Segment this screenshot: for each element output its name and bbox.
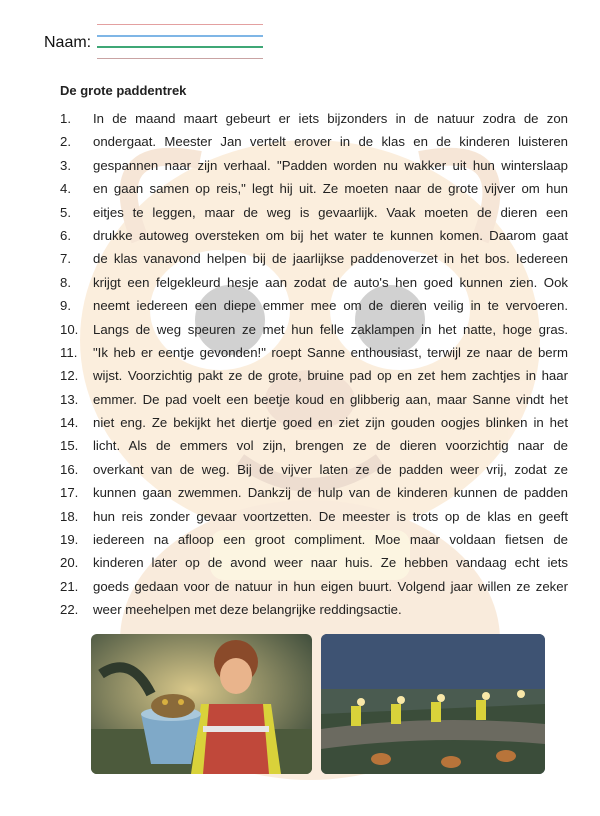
writing-line-blue [97, 35, 263, 37]
story-line [60, 275, 568, 298]
line-number: 16. [60, 461, 79, 477]
line-text: emmer. De pad voelt een beetje koud en glibberig aan, maar Sanne vindt het [93, 391, 568, 407]
story-line [60, 205, 568, 228]
line-text: de klas vanavond helpen bij de jaarlijkse paddenoverzet in het bos. Iedereen [93, 251, 568, 267]
line-text: weer meehelpen met deze belangrijke reddingsactie. [93, 602, 402, 618]
line-number: 21. [60, 578, 79, 594]
line-text: hun reis zonder gevaar voortzetten. De meester is trots op de klas en geeft [93, 508, 568, 524]
writing-line-bottom [97, 58, 263, 59]
story-line [60, 158, 568, 181]
illustration-night-toad-crossing-art [321, 634, 545, 774]
line-text: kunnen gaan zwemmen. Dankzij de hulp van de kinderen kunnen de padden [93, 485, 568, 501]
line-number: 22. [60, 602, 79, 618]
story-text [60, 111, 568, 626]
story-line [60, 462, 568, 485]
story-line [60, 579, 568, 602]
story-line [60, 555, 568, 578]
writing-line-top [97, 24, 263, 25]
story-line [60, 602, 568, 625]
name-writing-lines[interactable] [97, 18, 263, 62]
line-number: 5. [60, 204, 71, 220]
line-text: krijgt een felgekleurd hesje aan zodat de auto's hen goed kunnen zien. Ook [93, 274, 568, 290]
line-text: eitjes te leggen, maar de weg is gevaarlijk. Vaak moeten de dieren een [93, 204, 568, 220]
line-text: wijst. Voorzichtig pakt ze de grote, bruine pad op en zet hem zachtjes in haar [93, 368, 568, 384]
line-number: 15. [60, 438, 79, 454]
line-number: 10. [60, 321, 79, 337]
line-number: 19. [60, 532, 79, 548]
name-label: Naam: [44, 34, 92, 51]
line-text: overkant van de weg. Bij de vijver laten ze de padden weer vrij, zodat ze [93, 461, 568, 477]
story-line [60, 392, 568, 415]
line-number: 20. [60, 555, 79, 571]
line-number: 4. [60, 181, 71, 197]
line-text: licht. Als de emmers vol zijn, brengen ze de dieren voorzichtig naar de [93, 438, 568, 454]
line-text: "Ik heb er eentje gevonden!" roept Sanne enthousiast, terwijl ze naar de berm [93, 344, 568, 360]
story-line [60, 322, 568, 345]
line-text: en gaan samen op reis," legt hij uit. Ze moeten naar de grote vijver om hun [93, 181, 568, 197]
story-line [60, 368, 568, 391]
line-text: Langs de weg speuren ze met hun felle zaklampen in het natte, hoge gras. [93, 321, 568, 337]
line-text: gespannen naar zijn verhaal. "Padden worden nu wakker uit hun winterslaap [93, 157, 568, 173]
story-line [60, 415, 568, 438]
line-text: drukke autoweg oversteken om bij het water te kunnen komen. Daarom gaat [93, 227, 568, 243]
line-text: iedereen na afloop een groot compliment. Moe maar voldaan fietsen de [93, 532, 568, 548]
line-number: 12. [60, 368, 79, 384]
line-number: 18. [60, 508, 79, 524]
story-line [60, 438, 568, 461]
line-number: 3. [60, 157, 71, 173]
story-line [60, 485, 568, 508]
story-line [60, 509, 568, 532]
line-text: goeds gedaan voor de natuur in hun eigen buurt. Volgend jaar willen ze zeker [93, 578, 568, 594]
story-line [60, 228, 568, 251]
illustration-night-toad-crossing [321, 634, 545, 774]
line-number: 14. [60, 415, 79, 431]
line-number: 6. [60, 227, 71, 243]
line-text: In de maand maart gebeurt er iets bijzonders in de natuur zodra de zon [93, 111, 568, 126]
story-line [60, 251, 568, 274]
line-text: kinderen later op de avond weer naar huis. Ze hebben vandaag echt iets [93, 555, 568, 571]
line-text: ondergaat. Meester Jan vertelt erover in de klas en de kinderen luisteren [93, 134, 568, 150]
line-text: neemt iedereen een diepe emmer mee om de dieren veilig in te vervoeren. [93, 298, 568, 314]
story-line [60, 111, 568, 134]
line-number: 1. [60, 111, 71, 126]
line-number: 13. [60, 391, 79, 407]
line-number: 7. [60, 251, 71, 267]
line-text: niet eng. Ze bekijkt het diertje goed en ziet zijn gouden oogjes blinken in het [93, 415, 568, 431]
story-line [60, 345, 568, 368]
story-title: De grote paddentrek [60, 83, 187, 98]
line-number: 17. [60, 485, 79, 501]
illustration-girl-with-toad-art [91, 634, 312, 774]
story-line [60, 134, 568, 157]
line-number: 9. [60, 298, 71, 314]
story-line [60, 298, 568, 321]
story-line [60, 181, 568, 204]
line-number: 2. [60, 134, 71, 150]
writing-line-green [97, 46, 263, 48]
story-line [60, 532, 568, 555]
line-number: 11. [60, 344, 78, 360]
illustration-girl-with-toad [91, 634, 312, 774]
line-number: 8. [60, 274, 71, 290]
